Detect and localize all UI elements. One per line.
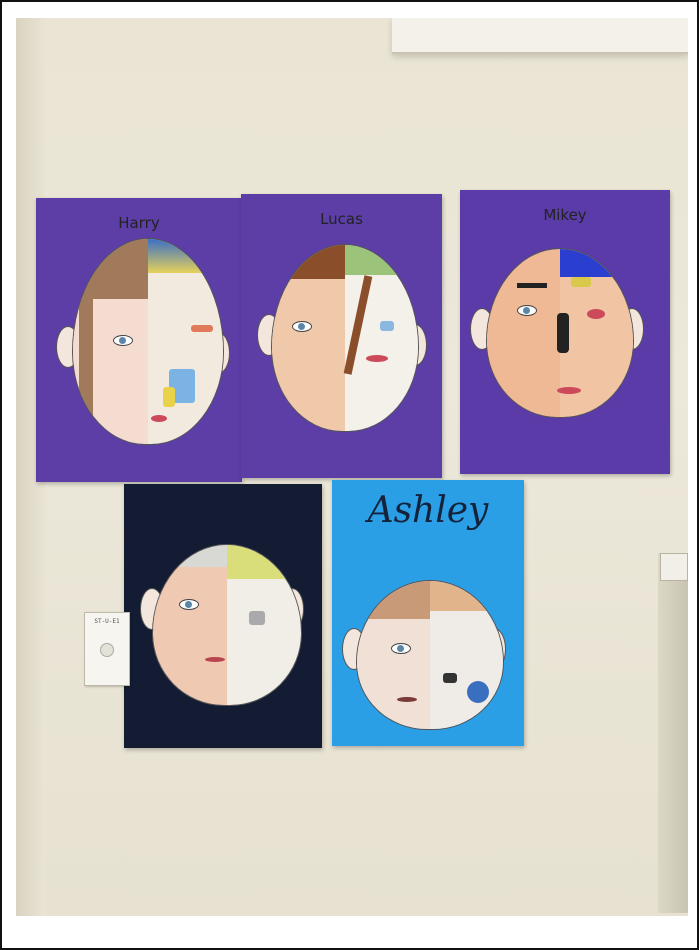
eye — [292, 321, 312, 332]
wall-box — [660, 553, 688, 581]
lips — [366, 355, 388, 362]
poster-lucas — [241, 194, 442, 478]
lips — [557, 387, 581, 394]
lips — [397, 697, 417, 702]
wall — [16, 18, 688, 916]
eye — [391, 643, 411, 654]
shelf — [392, 18, 688, 54]
portrait-face — [72, 238, 224, 445]
portrait-face — [486, 248, 634, 418]
portrait-face — [271, 244, 419, 432]
switch-label: ST-U-E1 — [94, 618, 120, 625]
lips — [151, 415, 167, 422]
eye — [179, 599, 199, 610]
poster-mikey — [460, 190, 670, 474]
poster-dark — [124, 484, 322, 748]
portrait-face — [152, 544, 302, 706]
poster-harry — [36, 198, 242, 482]
lips — [205, 657, 225, 662]
eye — [113, 335, 133, 346]
doorframe — [658, 553, 688, 913]
portrait-face — [356, 580, 504, 730]
light-switch — [84, 612, 130, 686]
poster-name: Mikey — [543, 206, 587, 224]
poster-name: Ashley — [367, 490, 489, 531]
switch-button — [100, 643, 114, 657]
poster-name: Harry — [118, 214, 160, 232]
poster-ashley — [332, 480, 524, 746]
eye — [517, 305, 537, 316]
poster-name: Lucas — [320, 210, 363, 228]
lips — [587, 309, 605, 319]
